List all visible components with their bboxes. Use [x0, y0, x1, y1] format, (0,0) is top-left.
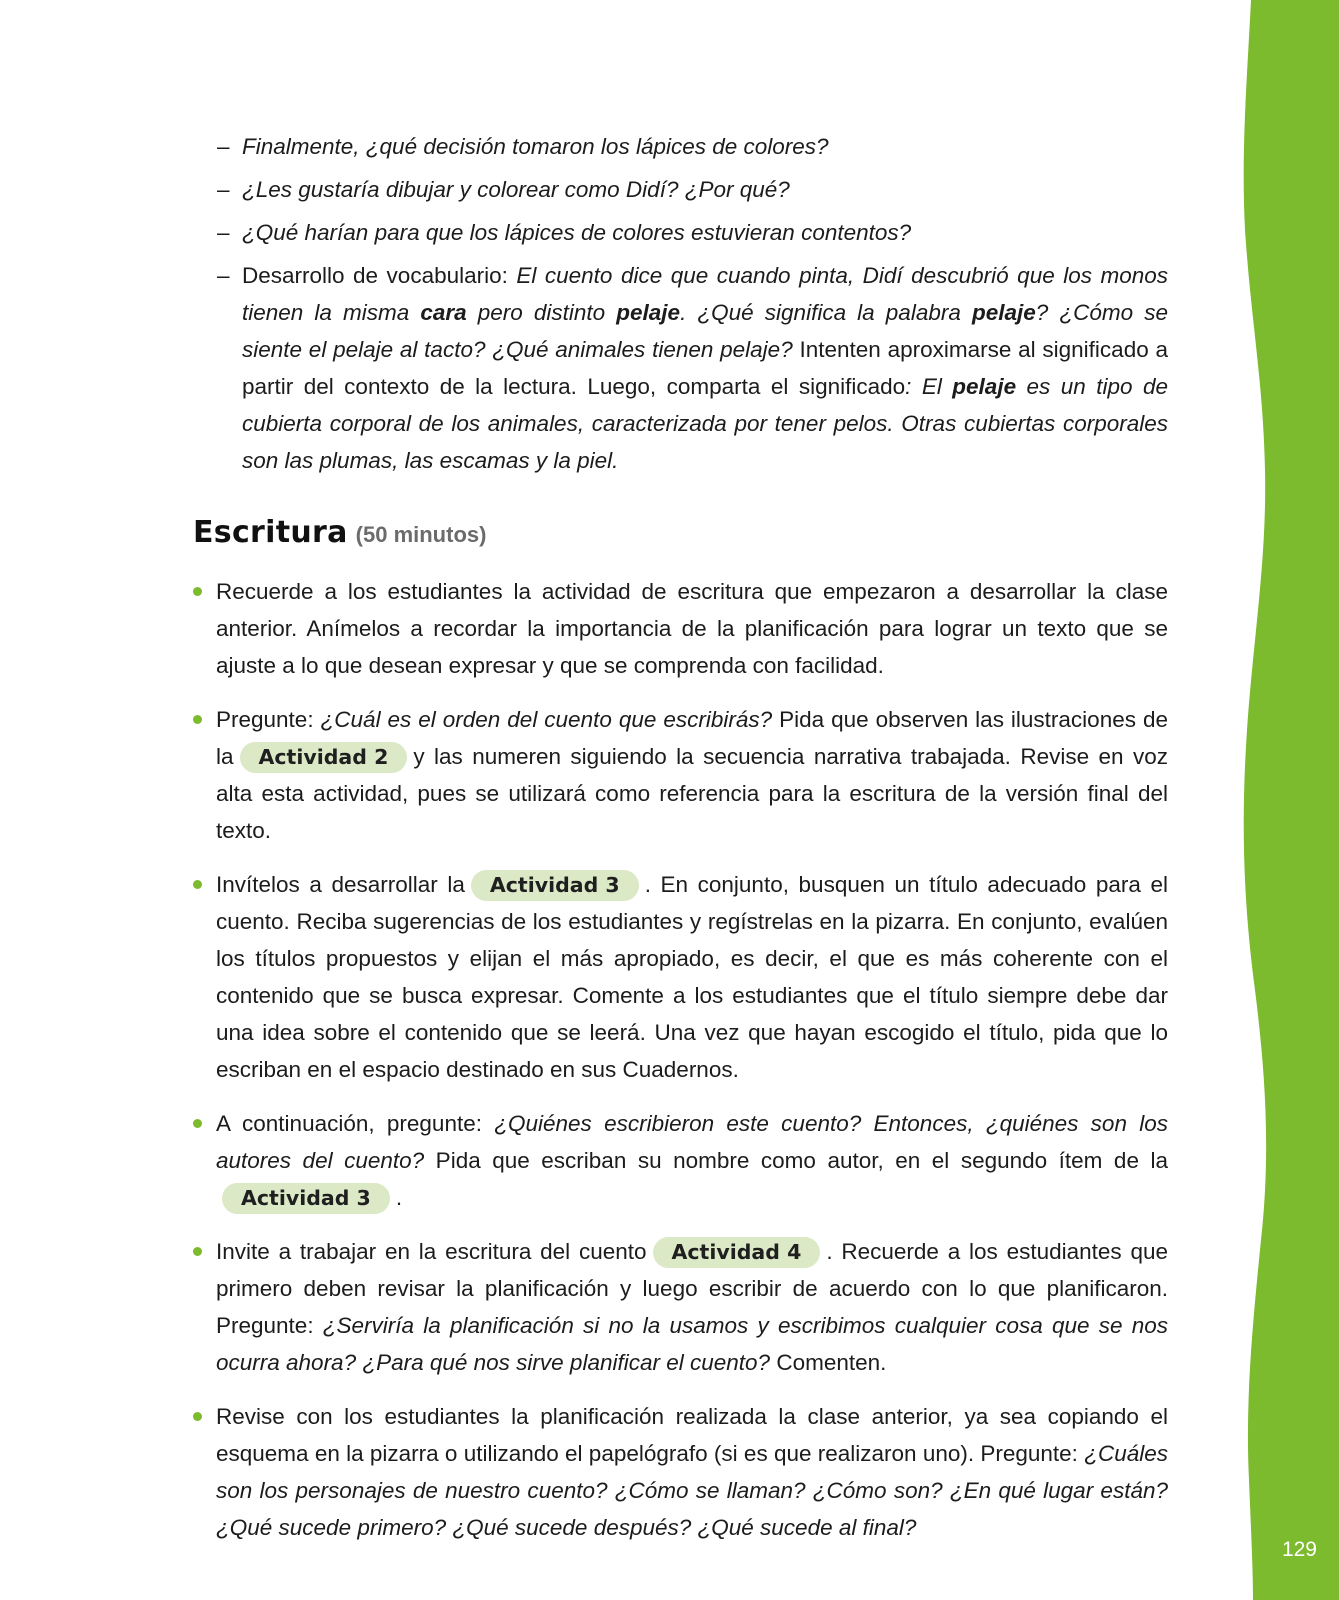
question-text: ¿Qué harían para que los lápices de colores estuvieran contentos? [242, 220, 912, 245]
question-text: ¿Les gustaría dibujar y colorear como Didí? ¿Por qué? [242, 177, 790, 202]
activity-badge: Actividad 3 [471, 870, 639, 901]
bullet-icon [193, 715, 202, 724]
instruction-item: Revise con los estudiantes la planificación realizada la clase anterior, ya sea copiando el esquema en la pizarra o utilizando el papelógrafo (si es que realizaron uno). Pregunte: ¿Cuáles son los personajes de nuestro cuento? ¿Cómo se llaman? ¿Cómo son? ¿En qué lugar están? ¿Qué sucede primero? ¿Qué sucede después? ¿Qué sucede al final? [193, 1398, 1168, 1546]
section-time: (50 minutos) [355, 522, 487, 547]
bullet-icon [193, 1247, 202, 1256]
activity-badge: Actividad 2 [240, 742, 408, 773]
section-title: Escritura [193, 515, 348, 550]
instruction-item: Invite a trabajar en la escritura del cuento Actividad 4 . Recuerde a los estudiantes que primero deben revisar la planificación y luego escribir de acuerdo con lo que planificaron. Pregunte: ¿Serviría la planificación si no la usamos y escribimos cualquier cosa que se nos ocurra ahora? ¿Para qué nos sirve planificar el cuento? Comenten. [193, 1233, 1168, 1381]
instruction-item: Pregunte: ¿Cuál es el orden del cuento que escribirás? Pida que observen las ilustraciones de la Actividad 2 y las numeren siguiendo la secuencia narrativa trabajada. Revise en voz alta esta actividad, pues se utilizará como referencia para la escritura de la versión final del texto. [193, 701, 1168, 849]
instruction-list [193, 573, 1168, 1546]
instruction-item: A continuación, pregunte: ¿Quiénes escribieron este cuento? Entonces, ¿quiénes son los autores del cuento? Pida que escriban su nombre como autor, en el segundo ítem de laActividad 3 . [193, 1105, 1168, 1216]
bullet-icon [193, 1412, 202, 1421]
question-text: Finalmente, ¿qué decisión tomaron los lápices de colores? [242, 134, 829, 159]
vocabulary-item: – Desarrollo de vocabulario: El cuento dice que cuando pinta, Didí descubrió que los monos tienen la misma cara pero distinto pelaje. ¿Qué significa la palabra pelaje? ¿Cómo se siente el pelaje al tacto? ¿Qué animales tienen pelaje? Intenten aproximarse al significado a partir del contexto de la lectura. Luego, comparta el significado: El pelaje es un tipo de cubierta corporal de los animales, caracterizada por tener pelos. Otras cubiertas corporales son las plumas, las escamas y la piel. [217, 263, 1169, 473]
page-content [193, 128, 1168, 1563]
activity-badge: Actividad 3 [222, 1183, 390, 1214]
instruction-item: Recuerde a los estudiantes la actividad de escritura que empezaron a desarrollar la clase anterior. Anímelos a recordar la importancia de la planificación para lograr un texto que se ajuste a lo que desean expresar y que se comprenda con facilidad. [193, 573, 1168, 684]
bullet-icon [193, 587, 202, 596]
question-list [217, 128, 1168, 479]
green-side-band [1239, 0, 1339, 1600]
bullet-icon [193, 1119, 202, 1128]
page-number: 129 [1281, 1538, 1317, 1561]
question-item: – ¿Qué harían para que los lápices de colores estuvieran contentos? [217, 220, 912, 245]
question-item: – ¿Les gustaría dibujar y colorear como Didí? ¿Por qué? [217, 177, 790, 202]
activity-badge: Actividad 4 [653, 1237, 821, 1268]
question-item: – Finalmente, ¿qué decisión tomaron los lápices de colores? [217, 134, 829, 159]
section-heading [193, 513, 1168, 555]
bullet-icon [193, 880, 202, 889]
instruction-item: Invítelos a desarrollar la Actividad 3 . En conjunto, busquen un título adecuado para el cuento. Reciba sugerencias de los estudiantes y regístrelas en la pizarra. En conjunto, evalúen los títulos propuestos y elijan el más apropiado, es decir, el que es más coherente con el contenido que se busca expresar. Comente a los estudiantes que el título siempre debe dar una idea sobre el contenido que se leerá. Una vez que hayan escogido el título, pida que lo escriban en el espacio destinado en sus Cuadernos. [193, 866, 1168, 1088]
